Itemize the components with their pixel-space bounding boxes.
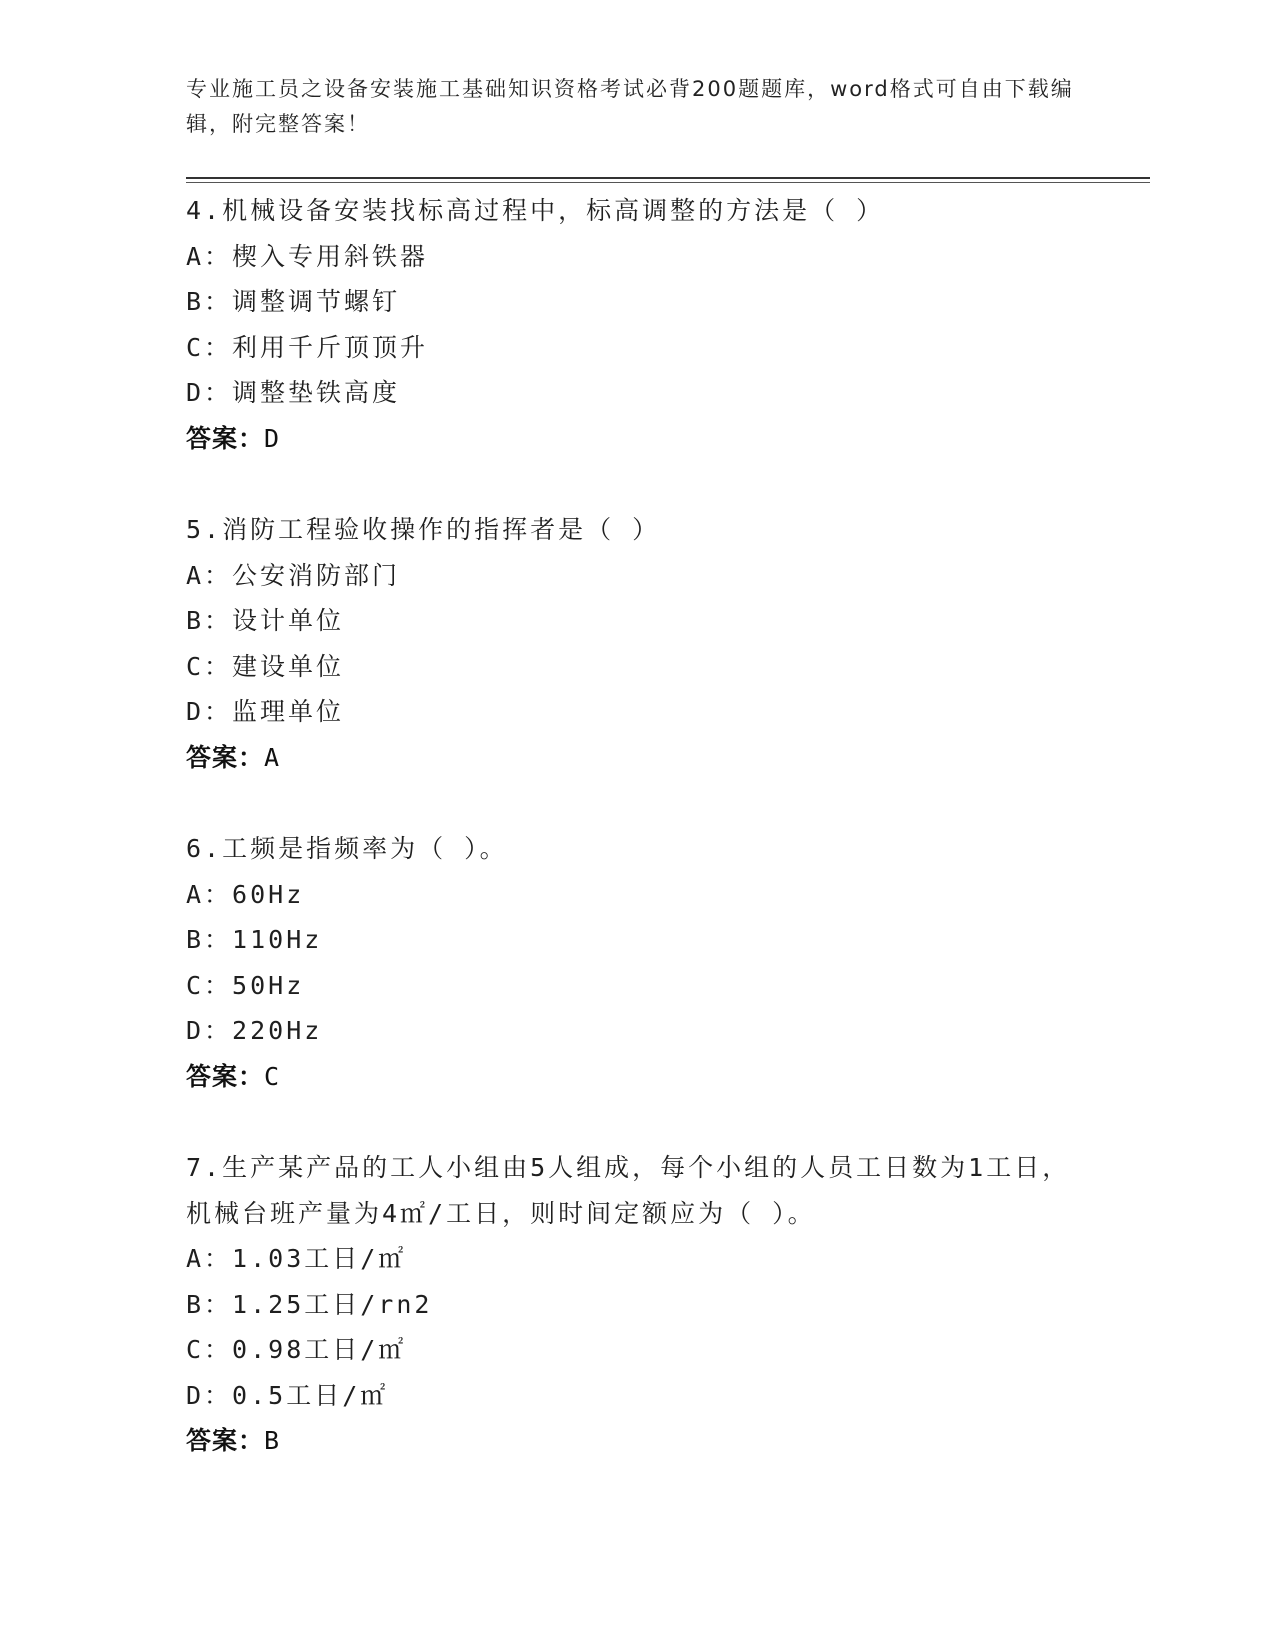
answer-label: 答案： bbox=[186, 423, 265, 453]
question-5 bbox=[186, 507, 1086, 780]
answer-label: 答案： bbox=[186, 1426, 265, 1455]
option-a: A：60Hz bbox=[186, 879, 305, 909]
option-a: A：楔入专用斜铁器 bbox=[186, 241, 429, 271]
document-header: 专业施工员之设备安装施工基础知识资格考试必背200题题库，word格式可自由下载编辑，附完整答案！ bbox=[186, 77, 1074, 136]
option-d: D：监理单位 bbox=[186, 697, 345, 726]
question-text: 7.生产某产品的工人小组由5人组成，每个小组的人员工日数为1工日，机械台班产量为4㎡/工日，则时间定额应为（ ）。 bbox=[186, 1153, 1071, 1228]
option-b: B：110Hz bbox=[186, 925, 323, 954]
option-b: B：1.25工日/rn2 bbox=[186, 1289, 433, 1319]
option-b: B：调整调节螺钉 bbox=[186, 287, 401, 316]
question-4 bbox=[186, 188, 1086, 461]
header-divider-thin bbox=[186, 182, 1150, 183]
answer-value: A bbox=[264, 742, 280, 772]
answer-line bbox=[186, 1054, 1086, 1100]
option-d: D：220Hz bbox=[186, 1016, 323, 1045]
question-6 bbox=[186, 826, 1086, 1099]
answer-value: C bbox=[264, 1061, 280, 1091]
answer-value: B bbox=[264, 1426, 280, 1455]
answer-label: 答案： bbox=[186, 1061, 265, 1091]
option-c: C：建设单位 bbox=[186, 651, 345, 681]
answer-line bbox=[186, 735, 1086, 781]
answer-label: 答案： bbox=[186, 742, 265, 772]
option-d: D：0.5工日/㎡ bbox=[186, 1380, 389, 1410]
option-b: B：设计单位 bbox=[186, 606, 345, 635]
option-a: A：1.03工日/㎡ bbox=[186, 1244, 407, 1273]
option-c: C：利用千斤顶顶升 bbox=[186, 332, 429, 362]
question-7 bbox=[186, 1145, 1086, 1464]
answer-line bbox=[186, 416, 1086, 462]
question-text: 6.工频是指频率为（ ）。 bbox=[186, 834, 508, 863]
option-a: A：公安消防部门 bbox=[186, 560, 401, 590]
option-c: C：0.98工日/㎡ bbox=[186, 1335, 407, 1364]
option-d: D：调整垫铁高度 bbox=[186, 378, 401, 407]
question-list bbox=[186, 188, 1086, 1510]
question-text: 5.消防工程验收操作的指挥者是（ ） bbox=[186, 515, 661, 544]
answer-line bbox=[186, 1418, 1086, 1464]
header-divider-thick bbox=[186, 177, 1150, 179]
question-text: 4.机械设备安装找标高过程中，标高调整的方法是（ ） bbox=[186, 196, 885, 225]
option-c: C：50Hz bbox=[186, 970, 305, 1000]
answer-value: D bbox=[264, 423, 280, 453]
